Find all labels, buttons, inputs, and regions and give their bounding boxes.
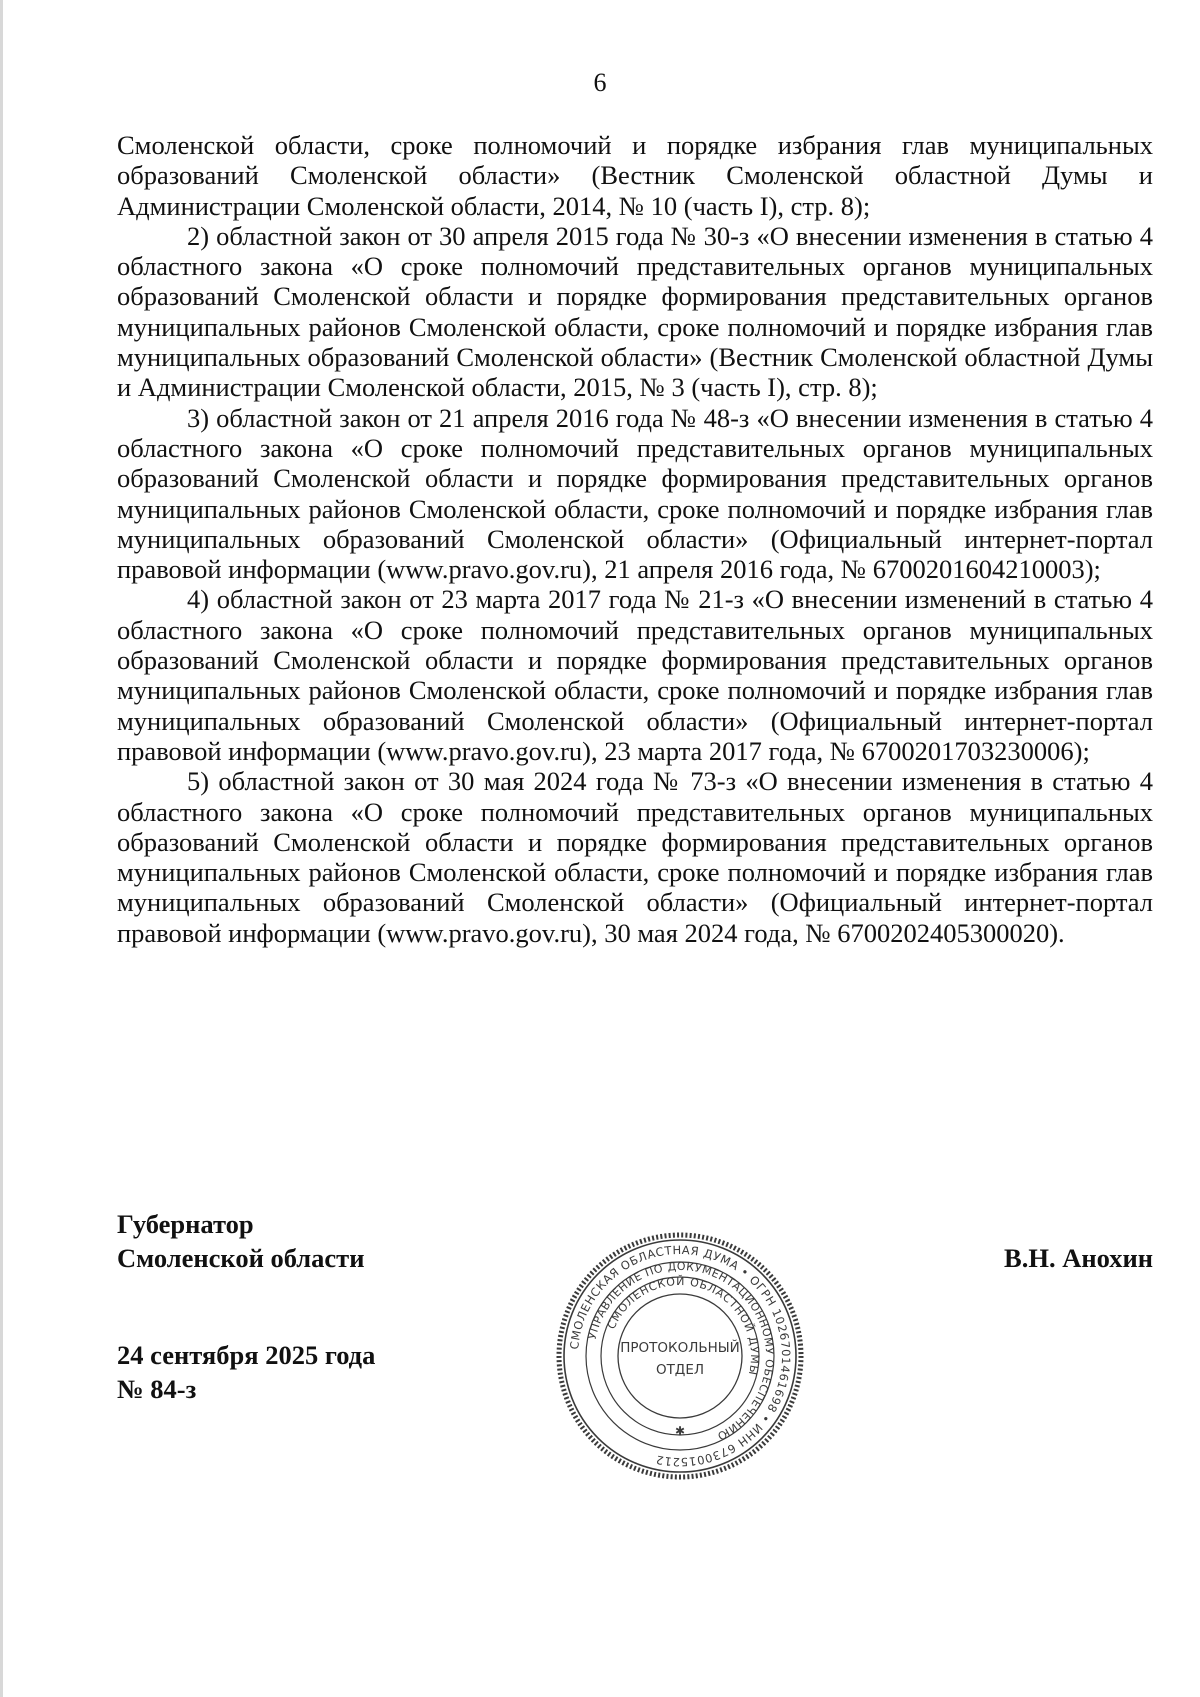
page-edge	[0, 0, 3, 1697]
stamp-seal-icon	[554, 1230, 806, 1482]
stamp-center-line1: ПРОТОКОЛЬНЫЙ	[620, 1340, 740, 1356]
document-date-number	[117, 1338, 375, 1406]
document-body	[117, 130, 1153, 948]
stamp-outer-text: СМОЛЕНСКАЯ ОБЛАСТНАЯ ДУМА • ОГРН 1026701461698 • ИНН 6730015212	[567, 1242, 794, 1470]
signatory-name: В.Н. Анохин	[1004, 1243, 1153, 1273]
list-item-2: 2) областной закон от 30 апреля 2015 года № 30-з «О внесении изменения в статью 4 областного закона «О сроке полномочий представительных органов муниципальных образований Смоленской области и порядке формирования представительных органов муниципальных районов Смоленской области, сроке полномочий и порядке избрания глав муниципальных образований Смоленской области» (Вестник Смоленской областной Думы и Администрации Смоленской области, 2015, № 3 (часть I), стр. 8);	[117, 220, 1153, 403]
stamp-middle-text: УПРАВЛЕНИЕ ПО ДОКУМЕНТАЦИОННОМУ ОБЕСПЕЧЕНИЮ	[585, 1259, 777, 1443]
page-number: 6	[593, 68, 607, 97]
stamp-inner-text: СМОЛЕНСКОЙ ОБЛАСТНОЙ ДУМЫ	[604, 1274, 762, 1377]
signatory-title-line1: Губернатор	[117, 1209, 254, 1239]
signatory-title	[117, 1207, 364, 1275]
list-item-4: 4) областной закон от 23 марта 2017 года № 21-з «О внесении изменений в статью 4 областного закона «О сроке полномочий представительных органов муниципальных образований Смоленской области и порядке формирования представительных органов муниципальных районов Смоленской области, сроке полномочий и порядке избрания глав муниципальных образований Смоленской области» (Официальный интернет-портал правовой информации (www.pravo.gov.ru), 23 марта 2017 года, № 6700201703230006);	[117, 584, 1153, 766]
list-item-3: 3) областной закон от 21 апреля 2016 года № 48-з «О внесении изменения в статью 4 областного закона «О сроке полномочий представительных органов муниципальных образований Смоленской области и порядке формирования представительных органов муниципальных районов Смоленской области, сроке полномочий и порядке избрания глав муниципальных образований Смоленской области» (Официальный интернет-портал правовой информации (www.pravo.gov.ru), 21 апреля 2016 года, № 6700201604210003);	[117, 402, 1153, 585]
document-date: 24 сентября 2025 года	[117, 1340, 376, 1370]
official-stamp	[554, 1230, 806, 1482]
signatory-title-line2: Смоленской области	[117, 1243, 365, 1273]
paragraph-continuation: Смоленской области, сроке полномочий и порядке избрания глав муниципальных образований Смоленской области» (Вестник Смоленской областной Думы и Администрации Смоленской области, 2014, № 10 (часть I), стр. 8);	[117, 130, 1153, 221]
stamp-center-line2: ОТДЕЛ	[655, 1362, 705, 1378]
document-number: № 84-з	[117, 1374, 197, 1404]
stamp-star-icon: ✱	[674, 1424, 686, 1438]
list-item-5: 5) областной закон от 30 мая 2024 года № 73-з «О внесении изменения в статью 4 областного закона «О сроке полномочий представительных органов муниципальных образований Смоленской области и порядке формирования представительных органов муниципальных районов Смоленской области, сроке полномочий и порядке избрания глав муниципальных образований Смоленской области» (Официальный интернет-портал правовой информации (www.pravo.gov.ru), 30 мая 2024 года, № 6700202405300020).	[117, 766, 1153, 948]
